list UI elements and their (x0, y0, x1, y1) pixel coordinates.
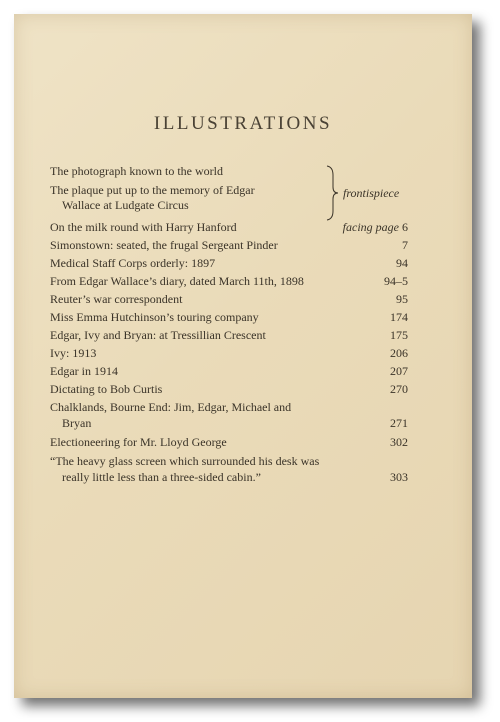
entry-text: Edgar, Ivy and Bryan: at Tressillian Crescent (50, 328, 266, 342)
page-number: 302 (390, 435, 408, 449)
page-number: 207 (390, 364, 408, 378)
entry-text: Bryan (62, 416, 92, 430)
entry-text: Chalklands, Bourne End: Jim, Edgar, Michael and (50, 400, 292, 414)
page-number: 94–5 (384, 274, 408, 288)
brace-icon (325, 165, 339, 221)
entry-text: On the milk round with Harry Hanford (50, 220, 237, 234)
entry-text: From Edgar Wallace’s diary, dated March 11th, 1898 (50, 274, 304, 288)
entry-text: Electioneering for Mr. Lloyd George (50, 435, 227, 449)
entry-text: Simonstown: seated, the frugal Sergeant Pinder (50, 238, 278, 252)
entry-text: Dictating to Bob Curtis (50, 382, 163, 396)
entry-text: Miss Emma Hutchinson’s touring company (50, 310, 259, 324)
page-number: 174 (390, 310, 408, 324)
book-page (14, 14, 472, 698)
page-number: 206 (390, 346, 408, 360)
page-number: 303 (390, 470, 408, 484)
frontispiece-label: frontispiece (343, 186, 400, 200)
entry-text: Ivy: 1913 (50, 346, 97, 360)
entry-text: really little less than a three-sided cabin.” (62, 470, 261, 484)
entry-text: Reuter’s war correspondent (50, 292, 183, 306)
page-number: 271 (390, 416, 408, 430)
page-number: 270 (390, 382, 408, 396)
entry-text: Medical Staff Corps orderly: 1897 (50, 256, 216, 270)
entry-text: “The heavy glass screen which surrounded his desk was (50, 454, 320, 468)
page-number: 94 (396, 256, 408, 270)
entry-text: The photograph known to the world (50, 164, 223, 178)
entry-text: Edgar in 1914 (50, 364, 118, 378)
entry-text: The plaque put up to the memory of Edgar (50, 183, 255, 197)
page-title: ILLUSTRATIONS (153, 113, 333, 134)
facing-page-label: facing page (342, 220, 399, 234)
page-number: 175 (390, 328, 408, 342)
page-number: 95 (396, 292, 408, 306)
entry-text: Wallace at Ludgate Circus (62, 198, 189, 212)
page-number: 7 (402, 238, 408, 252)
page-number: facing page 6 (342, 220, 408, 234)
